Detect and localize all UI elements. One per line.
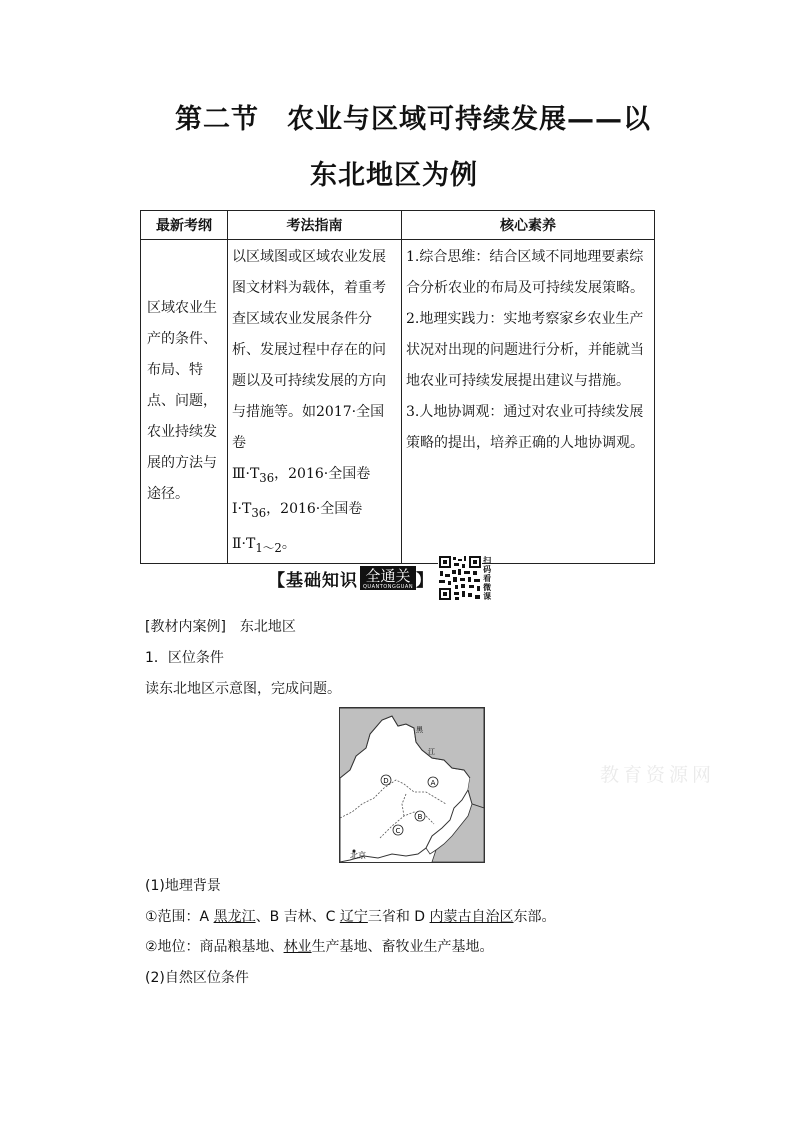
map-label-d: D <box>383 777 389 785</box>
core-item-1: 1.综合思维：结合区域不同地理要素综合分析农业的布局及可持续发展策略。 <box>406 249 644 296</box>
banner-bracket-left: 【 <box>268 570 286 591</box>
banner-badge: 全通关 QUANTONGGUAN <box>360 566 416 590</box>
scope-line: ①范围：A 黑龙江、B 吉林、C 辽宁三省和 D 内蒙古自治区东部。 <box>145 909 556 925</box>
page-title-line2: 东北地区为例 <box>310 160 478 191</box>
outline-cell: 区域农业生产的条件、布局、特点、问题，农业持续发展的方法与途径。 <box>141 240 228 564</box>
answer-liaoning: 辽宁 <box>339 909 368 925</box>
section-banner <box>268 553 493 603</box>
guide-cell <box>228 240 402 564</box>
status-line: ②地位：商品粮基地、林业生产基地、畜牧业生产基地。 <box>145 939 494 955</box>
qr-code-icon[interactable] <box>438 555 482 601</box>
map-label-c: C <box>395 827 401 835</box>
map-label-beijing: 北京 <box>350 851 366 860</box>
table-header-row <box>141 211 655 240</box>
map-label-b: B <box>417 813 423 821</box>
qr-caption: 扫码看微课 <box>483 555 492 601</box>
guide-ref1: $Ⅲ\cdot T_{36}$，2016·全国卷 <box>232 466 371 485</box>
section-heading-1: 1．区位条件 <box>145 650 224 666</box>
subsection-1: (1)地理背景 <box>145 878 221 894</box>
exam-requirements-table <box>140 210 655 564</box>
banner-title: 基础知识 <box>286 570 358 591</box>
map-label-river1: 黑 <box>416 726 423 734</box>
guide-ref3: $Ⅱ\cdot T_{1\sim 2}$。 <box>232 535 296 555</box>
guide-ref2: $Ⅰ\cdot T_{36}$，2016·全国卷 <box>232 500 363 520</box>
case-heading: [教材内案例] 东北地区 <box>145 619 296 635</box>
core-item-2: 2.地理实践力：实地考察家乡农业生产状况对出现的问题进行分析，并能就当地农业可持续发展提出建议与措施。 <box>406 311 644 389</box>
answer-neimenggu: 内蒙古自治区 <box>429 909 514 925</box>
table-row <box>141 240 655 564</box>
header-guide: 考法指南 <box>228 211 402 240</box>
watermark: 教育资源网 <box>600 764 716 786</box>
header-core: 核心素养 <box>402 211 655 240</box>
map-graphic <box>340 708 484 862</box>
subsection-2: (2)自然区位条件 <box>145 970 249 986</box>
map-label-a: A <box>430 779 436 787</box>
map-label-river2: 江 <box>428 748 435 756</box>
core-cell <box>402 240 655 564</box>
answer-heilongjiang: 黑龙江 <box>213 909 256 925</box>
banner-bracket-right: 】 <box>416 570 435 591</box>
page-title-line1: 第二节 农业与区域可持续发展——以 <box>175 104 651 135</box>
northeast-china-map <box>339 707 485 863</box>
answer-forestry: 林业 <box>283 939 312 955</box>
instruction-text: 读东北地区示意图，完成问题。 <box>145 681 341 697</box>
core-item-3: 3.人地协调观：通过对农业可持续发展策略的提出，培养正确的人地协调观。 <box>406 404 644 451</box>
guide-text: 以区域图或区域农业发展图文材料为载体，着重考查区域农业发展条件分析、发展过程中存在的问题以及可持续发展的方向与措施等。如2017·全国卷 <box>232 249 386 451</box>
header-outline: 最新考纲 <box>141 211 228 240</box>
